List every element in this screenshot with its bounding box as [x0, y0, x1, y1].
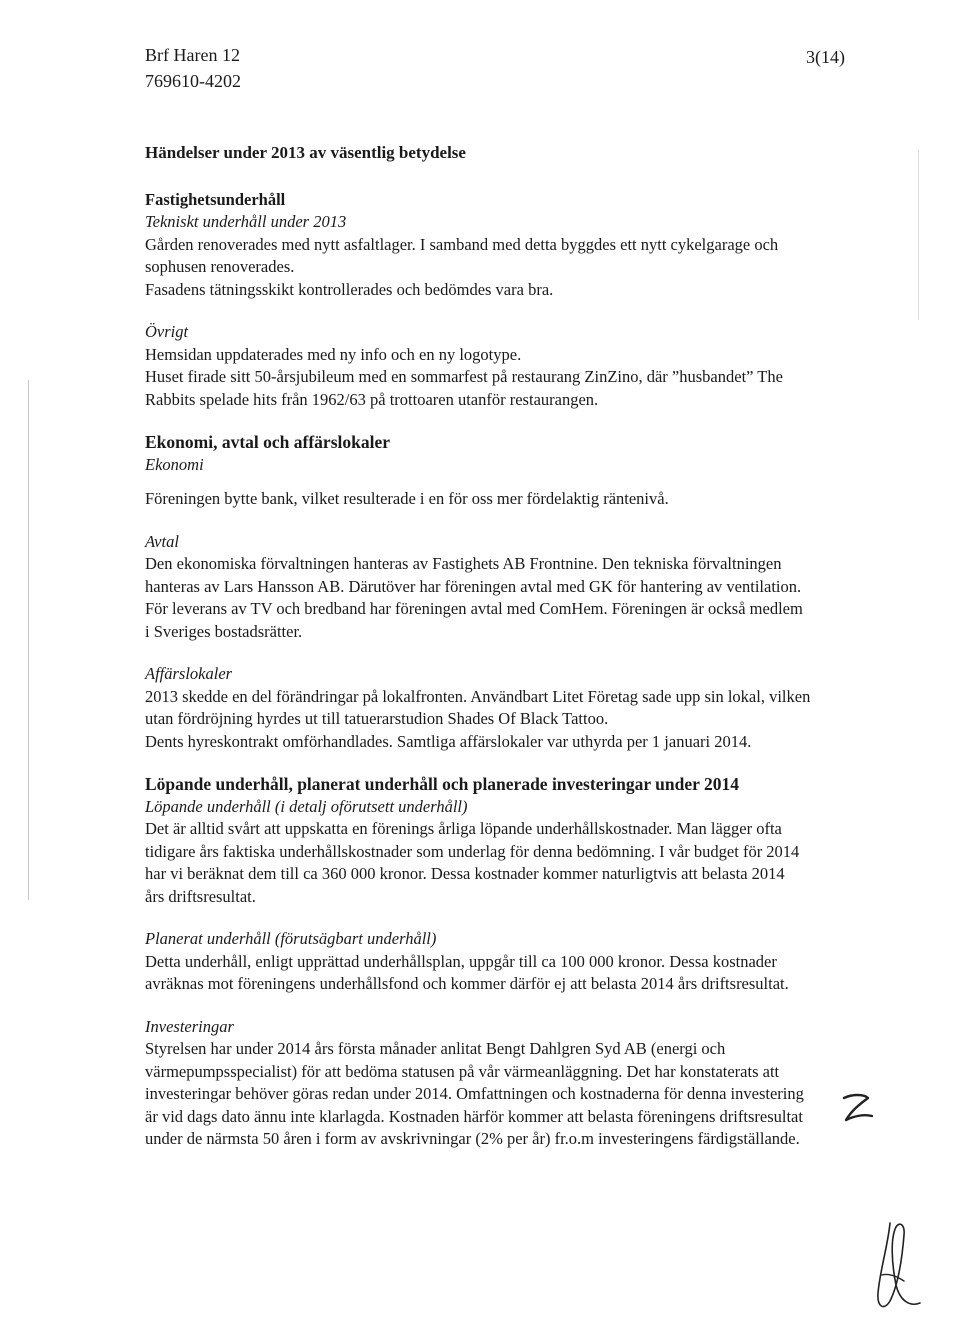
text-line: Fasadens tätningsskikt kontrollerades och bedömdes vara bra.: [145, 279, 554, 299]
text-line: avräknas mot föreningens underhållsfond och kommer därför ej att belasta 2014 års driftsresultat.: [145, 974, 789, 993]
text-line: För leverans av TV och bredband har föreningen avtal med ComHem. Föreningen är också medlem: [145, 599, 803, 618]
document-body: [145, 142, 865, 1151]
paragraph-economy: [145, 488, 865, 511]
paragraph-investments: [145, 1038, 865, 1151]
text-line: års driftsresultat.: [145, 886, 256, 906]
subheading-technical-maintenance: Tekniskt underhåll under 2013: [145, 212, 347, 231]
text-line: Huset firade sitt 50-årsjubileum med en sommarfest på restaurang ZinZino, där ”husbandet” The: [145, 367, 783, 386]
text-line: Det är alltid svårt att uppskatta en förenings årliga löpande underhållskostnader. Man lägger ofta: [145, 819, 782, 838]
section-title-maintenance-2014: Löpande underhåll, planerat underhåll och planerade investeringar under 2014: [145, 774, 739, 794]
text-line: har vi beräknat dem till ca 360 000 kronor. Dessa kostnader kommer naturligtvis att belasta 2014: [145, 864, 785, 883]
handwritten-initial-mark: [838, 1090, 878, 1130]
text-line: Hemsidan uppdaterades med ny info och en ny logotype.: [145, 344, 522, 364]
section-title-events: Händelser under 2013 av väsentlig betydelse: [145, 143, 466, 162]
document-header: [145, 42, 241, 94]
text-line: Styrelsen har under 2014 års första månader anlitat Bengt Dahlgren Syd AB (energi och: [145, 1039, 726, 1058]
text-line: investeringar behöver göras redan under 2014. Omfattningen och kostnaderna för denna investering: [145, 1084, 804, 1103]
text-line: 2013 skedde en del förändringar på lokalfronten. Användbart Litet Företag sade upp sin lokal, vilken: [145, 686, 811, 706]
text-line: under de närmsta 50 åren i form av avskrivningar (2% per år) fr.o.m investeringens färdigställande.: [145, 1129, 800, 1148]
subheading-planned-maintenance: Planerat underhåll (förutsägbart underhåll): [145, 929, 437, 948]
text-line: Gården renoverades med nytt asfaltlager. I samband med detta byggdes ett nytt cykelgarage och: [145, 234, 779, 254]
org-number: 769610-4202: [145, 71, 241, 91]
text-line: Föreningen bytte bank, vilket resulterade i en för oss mer fördelaktig räntenivå.: [145, 489, 669, 508]
org-name: Brf Haren 12: [145, 45, 240, 65]
text-line: Dents hyreskontrakt omförhandlades. Samtliga affärslokaler var uthyrda per 1 januari 2014.: [145, 731, 752, 751]
text-line: Detta underhåll, enligt upprättad underhållsplan, uppgår till ca 100 000 kronor. Dessa kostnader: [145, 951, 777, 971]
paragraph-agreements: [145, 553, 865, 643]
text-line: Rabbits spelade hits från 1962/63 på trottoaren utanför restaurangen.: [145, 389, 599, 409]
paragraph-planned-maintenance: [145, 951, 865, 996]
subheading-premises: Affärslokaler: [145, 664, 233, 683]
scan-margin-line-right: [918, 150, 919, 320]
text-line: tidigare års faktiska underhållskostnader som underlag för denna bedömning. I vår budget för 2014: [145, 841, 800, 861]
scan-margin-line-left: [28, 380, 29, 900]
paragraph-maintenance: [145, 234, 865, 302]
subheading-investments: Investeringar: [145, 1016, 234, 1036]
text-line: i Sveriges bostadsrätter.: [145, 621, 303, 641]
subheading-economy: Ekonomi: [145, 454, 204, 474]
subheading-ongoing-maintenance: Löpande underhåll (i detalj oförutsett underhåll): [145, 796, 468, 816]
handwritten-signature: [860, 1215, 950, 1315]
paragraph-ongoing-maintenance: [145, 818, 865, 908]
text-line: hanteras av Lars Hansson AB. Därutöver har föreningen avtal med GK för hantering av ventilation.: [145, 576, 802, 596]
paragraph-other: [145, 344, 865, 412]
text-line: utan fördröjning hyrdes ut till tatuerarstudion Shades Of Black Tattoo.: [145, 709, 609, 728]
section-title-economy: Ekonomi, avtal och affärslokaler: [145, 432, 390, 452]
text-line: värmepumpsspecialist) för att bedöma statusen på vår värmeanläggning. Det har konstaterats att: [145, 1061, 780, 1081]
subheading-agreements: Avtal: [145, 531, 179, 551]
heading-property-maintenance: Fastighetsunderhåll: [145, 189, 286, 209]
paragraph-premises: [145, 686, 865, 754]
page-number: 3(14): [806, 47, 845, 67]
subheading-other: Övrigt: [145, 322, 189, 341]
text-line: sophusen renoverades.: [145, 257, 295, 276]
text-line: är vid dags dato ännu inte klarlagda. Kostnaden härför kommer att belasta föreningens driftsresultat: [145, 1106, 803, 1126]
text-line: Den ekonomiska förvaltningen hanteras av Fastighets AB Frontnine. Den tekniska förvaltningen: [145, 554, 782, 573]
